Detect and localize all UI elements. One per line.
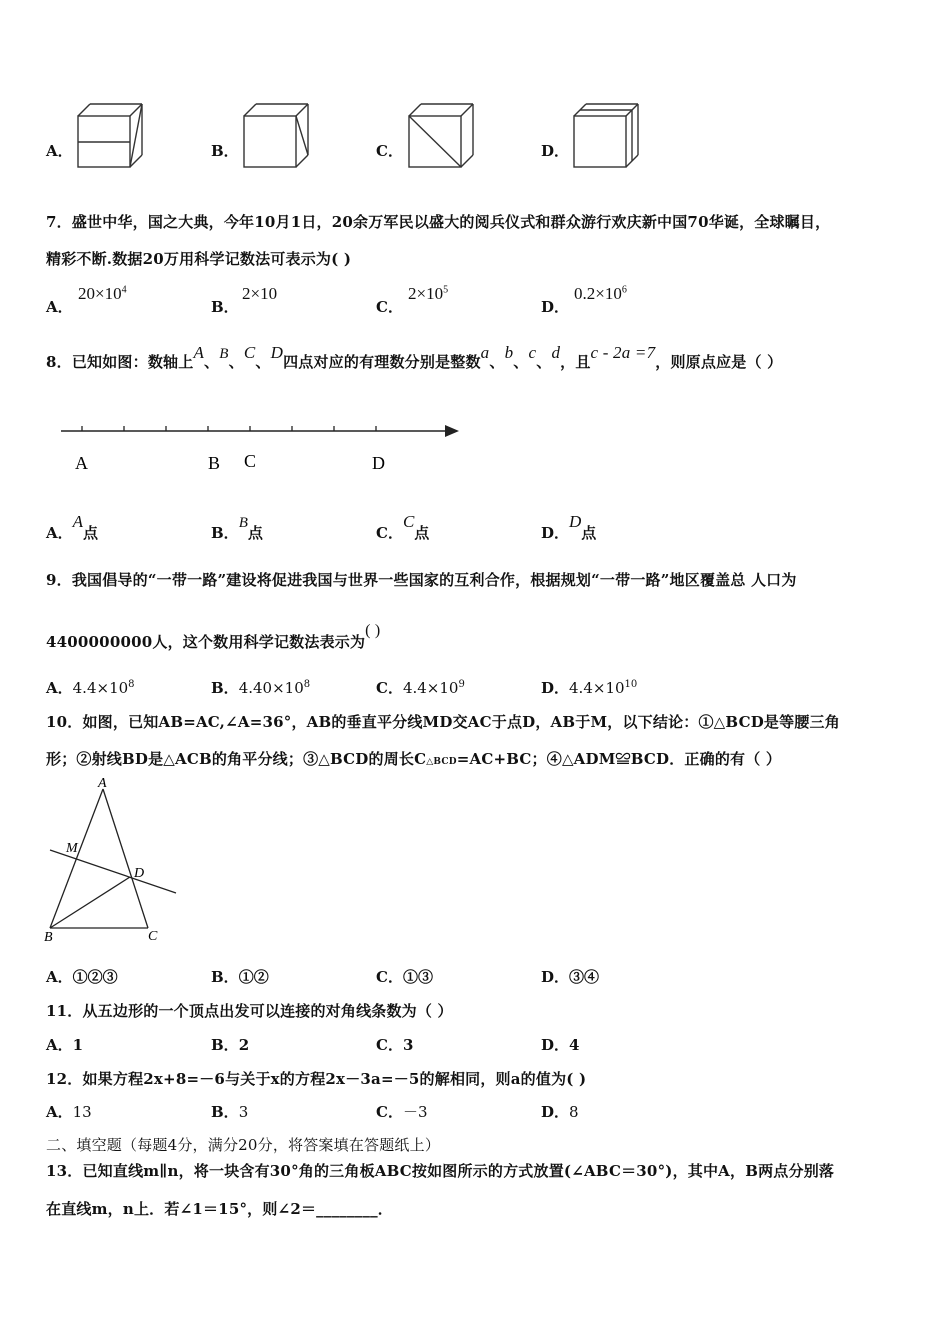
q7-option-b-value: 2×10	[242, 284, 278, 303]
q10-option-a: A．①②③	[46, 968, 118, 986]
q12-option-d: D．8	[541, 1103, 579, 1121]
q7-option-c-value: $2\times 10^5$	[408, 284, 449, 303]
q13-stem-line1: 13．已知直线m∥n，将一块含有30°角的三角板ABC按如图所示的方式放置(∠ABC＝30°)，其中A，B两点分别落	[46, 1162, 835, 1180]
q7-option-d-value: $0.2\times 10^6$	[574, 284, 627, 303]
q8-axis-label-d: D	[372, 453, 385, 473]
q13-stem-line2: 在直线m，n上．若∠1＝15°，则∠2＝________．	[46, 1200, 393, 1218]
q8-option-b: B．B点	[211, 515, 263, 542]
q7-option-b-label: B．	[211, 298, 239, 316]
q8-number-line	[55, 415, 475, 485]
q10-stem-line2: 形；②射线BD是△ACB的角平分线；③△BCD的周长C△BCD=AC+BC；④△ADM≌BCD．正确的有（ ）	[46, 750, 782, 768]
q7-stem-line2: 精彩不断.数据20万用科学记数法可表示为( )	[46, 250, 352, 268]
q10-label-m: M	[66, 841, 78, 856]
q11-option-b: B．2	[211, 1036, 250, 1054]
q7-option-a-label: A．	[46, 298, 73, 316]
section-2-title: 二、填空题（每题4分，满分20分，将答案填在答题纸上）	[46, 1136, 441, 1154]
q10-label-b: B	[44, 930, 53, 945]
q7-stem-line1: 7．盛世中华，国之大典，今年10月1日，20余万军民以盛大的阅兵仪式和群众游行欢庆新中国70华诞，全球瞩目，	[46, 213, 831, 231]
q8-option-c: C．C点	[376, 512, 430, 542]
q12-option-a: A．13	[46, 1103, 92, 1121]
q12-stem: 12．如果方程2x+8=－6与关于x的方程2x－3a=－5的解相同，则a的值为( )	[46, 1070, 587, 1088]
q7-option-c-label: C．	[376, 298, 403, 316]
cube-option-d-label: D．	[541, 142, 570, 160]
q10-triangle-figure	[40, 775, 190, 945]
cube-view-c-figure	[401, 100, 481, 172]
cube-view-d-figure	[566, 100, 646, 172]
q11-stem: 11．从五边形的一个顶点出发可以连接的对角线条数为（ ）	[46, 1002, 453, 1020]
cube-view-a-figure	[70, 100, 150, 172]
q11-option-d: D．4	[541, 1036, 580, 1054]
q9-option-d: D．$4.4\times 10^{10}$	[541, 679, 638, 697]
q11-option-a: A．1	[46, 1036, 84, 1054]
cube-option-b-label: B．	[211, 142, 239, 160]
q10-option-c: C．①③	[376, 968, 433, 986]
q9-option-a: A．$4.4\times 10^8$	[46, 679, 135, 697]
cube-view-b-figure	[236, 100, 316, 172]
q9-option-c: C．$4.4\times 10^9$	[376, 679, 465, 697]
q10-label-d: D	[134, 866, 145, 881]
q9-stem-line1: 9．我国倡导的“一带一路”建设将促进我国与世界一些国家的互利合作，根据规划“一带一路”地区覆盖总 人口为	[46, 571, 797, 589]
q7-option-a-value: $20\times 10^4$	[78, 284, 127, 303]
q10-label-a: A	[98, 776, 107, 791]
q9-option-b: B．$4.40\times 10^8$	[211, 679, 311, 697]
q8-axis-label-c: C	[244, 451, 257, 471]
q8-option-a: A．A点	[46, 512, 99, 542]
q8-option-d: D．D点	[541, 512, 597, 542]
q10-stem-line1: 10．如图，已知AB=AC,∠A=36°，AB的垂直平分线MD交AC于点D，AB于M，以下结论：①△BCD是等腰三角	[46, 713, 840, 731]
q8-axis-label-b: B	[208, 453, 221, 473]
q10-label-c: C	[148, 929, 158, 944]
q10-option-b: B．①②	[211, 968, 269, 986]
q8-stem: 8．已知如图：数轴上A、B、C、D四点对应的有理数分别是整数a、b、c、d，且c - 2a =7，则原点应是（ ）	[46, 343, 783, 371]
cube-option-a-label: A．	[46, 142, 73, 160]
q7-option-d-label: D．	[541, 298, 570, 316]
q12-option-c: C．－3	[376, 1103, 428, 1121]
q9-stem-line2: 4400000000人，这个数用科学记数法表示为( )	[46, 622, 381, 651]
q10-option-d: D．③④	[541, 968, 600, 986]
cube-option-c-label: C．	[376, 142, 403, 160]
q12-option-b: B．3	[211, 1103, 249, 1121]
q8-axis-label-a: A	[75, 453, 88, 473]
q11-option-c: C．3	[376, 1036, 414, 1054]
